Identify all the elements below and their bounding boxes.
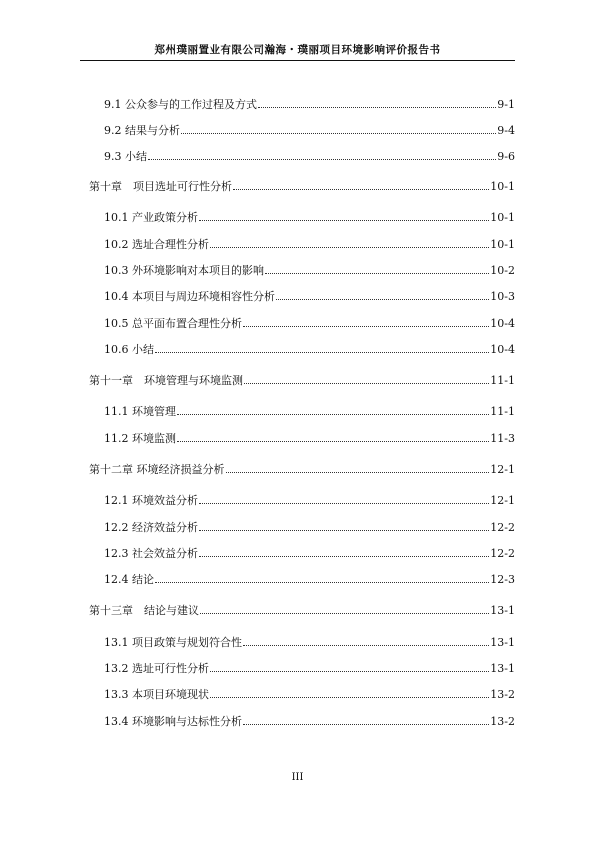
toc-entry-label: 10.2 选址合理性分析 <box>104 238 209 251</box>
toc-section-entry <box>104 547 515 561</box>
toc-entry-page: 12-1 <box>490 463 515 476</box>
toc-entry-label: 13.4 环境影响与达标性分析 <box>104 715 242 728</box>
page-number: III <box>291 772 304 783</box>
toc-dot-leader <box>148 150 496 160</box>
toc-section-entry <box>104 211 515 225</box>
toc-entry-page: 9-1 <box>497 98 515 111</box>
toc-dot-leader <box>258 98 496 108</box>
toc-entry-label: 10.1 产业政策分析 <box>104 211 198 224</box>
toc-section-entry <box>104 688 515 702</box>
toc-entry-page: 10-1 <box>490 211 515 224</box>
toc-entry-page: 9-4 <box>497 124 515 137</box>
toc-dot-leader <box>243 317 489 327</box>
toc-entry-page: 10-4 <box>490 317 515 330</box>
toc-entry-page: 10-3 <box>490 290 515 303</box>
toc-section-entry <box>104 343 515 357</box>
document-header: 郑州璞丽置业有限公司瀚海・璞丽项目环境影响评价报告书 <box>154 44 441 56</box>
toc-entry-page: 12-3 <box>490 573 515 586</box>
toc-entry-page: 12-1 <box>490 494 515 507</box>
toc-entry-label: 12.3 社会效益分析 <box>104 547 198 560</box>
toc-entry-page: 10-2 <box>490 264 515 277</box>
toc-entry-page: 11-1 <box>490 374 515 387</box>
toc-entry-page: 10-4 <box>490 343 515 356</box>
toc-dot-leader <box>199 521 489 531</box>
toc-entry-label: 11.1 环境管理 <box>104 405 176 418</box>
toc-dot-leader <box>199 547 489 557</box>
toc-entry-page: 12-2 <box>490 547 515 560</box>
toc-entry-page: 10-1 <box>490 180 515 193</box>
toc-entry-label: 第十三章 结论与建议 <box>89 604 199 617</box>
toc-dot-leader <box>210 238 489 248</box>
toc-section-entry <box>104 290 515 304</box>
toc-entry-label: 12.4 结论 <box>104 573 154 586</box>
toc-entry-label: 第十二章 环境经济损益分析 <box>89 463 225 476</box>
toc-entry-page: 13-2 <box>490 715 515 728</box>
toc-section-entry <box>104 573 515 587</box>
toc-chapter-entry <box>89 180 515 194</box>
toc-dot-leader <box>243 636 489 646</box>
toc-entry-page: 13-1 <box>490 662 515 675</box>
toc-section-entry <box>104 405 515 419</box>
toc-dot-leader <box>210 662 489 672</box>
toc-entry-label: 13.3 本项目环境现状 <box>104 688 209 701</box>
toc-dot-leader <box>233 180 489 190</box>
toc-entry-label: 9.3 小结 <box>104 150 147 163</box>
toc-entry-page: 9-6 <box>497 150 515 163</box>
toc-entry-page: 11-3 <box>490 432 515 445</box>
toc-entry-label: 第十章 项目选址可行性分析 <box>89 180 232 193</box>
toc-dot-leader <box>243 715 489 725</box>
toc-entry-label: 10.4 本项目与周边环境相容性分析 <box>104 290 275 303</box>
toc-dot-leader <box>265 264 489 274</box>
toc-entry-page: 13-1 <box>490 636 515 649</box>
toc-section-entry <box>104 521 515 535</box>
toc-dot-leader <box>155 343 489 353</box>
toc-section-entry <box>104 662 515 676</box>
toc-entry-page: 12-2 <box>490 521 515 534</box>
toc-chapter-entry <box>89 463 515 477</box>
toc-chapter-entry <box>89 374 515 388</box>
toc-entry-label: 9.1 公众参与的工作过程及方式 <box>104 98 257 111</box>
toc-entry-page: 13-2 <box>490 688 515 701</box>
toc-entry-label: 13.2 选址可行性分析 <box>104 662 209 675</box>
toc-section-entry <box>104 150 515 164</box>
toc-dot-leader <box>276 290 489 300</box>
toc-dot-leader <box>200 604 489 614</box>
toc-entry-label: 10.6 小结 <box>104 343 154 356</box>
toc-section-entry <box>104 98 515 112</box>
toc-dot-leader <box>244 374 489 384</box>
toc-section-entry <box>104 432 515 446</box>
toc-section-entry <box>104 715 515 729</box>
toc-entry-label: 第十一章 环境管理与环境监测 <box>89 374 243 387</box>
toc-entry-page: 11-1 <box>490 405 515 418</box>
toc-dot-leader <box>177 405 489 415</box>
toc-section-entry <box>104 636 515 650</box>
toc-section-entry <box>104 124 515 138</box>
toc-dot-leader <box>155 573 489 583</box>
toc-dot-leader <box>199 211 489 221</box>
toc-section-entry <box>104 317 515 331</box>
toc-entry-label: 12.1 环境效益分析 <box>104 494 198 507</box>
toc-entry-page: 10-1 <box>490 238 515 251</box>
toc-dot-leader <box>210 688 489 698</box>
toc-dot-leader <box>199 494 489 504</box>
toc-entry-label: 10.5 总平面布置合理性分析 <box>104 317 242 330</box>
toc-entry-label: 12.2 经济效益分析 <box>104 521 198 534</box>
toc-entry-label: 9.2 结果与分析 <box>104 124 180 137</box>
toc-section-entry <box>104 264 515 278</box>
toc-chapter-entry <box>89 604 515 618</box>
toc-dot-leader <box>181 124 496 134</box>
toc-entry-label: 11.2 环境监测 <box>104 432 176 445</box>
toc-entry-label: 10.3 外环境影响对本项目的影响 <box>104 264 264 277</box>
toc-entry-label: 13.1 项目政策与规划符合性 <box>104 636 242 649</box>
toc-dot-leader <box>177 432 489 442</box>
toc-entry-page: 13-1 <box>490 604 515 617</box>
toc-section-entry <box>104 238 515 252</box>
toc-section-entry <box>104 494 515 508</box>
toc-dot-leader <box>226 463 490 473</box>
